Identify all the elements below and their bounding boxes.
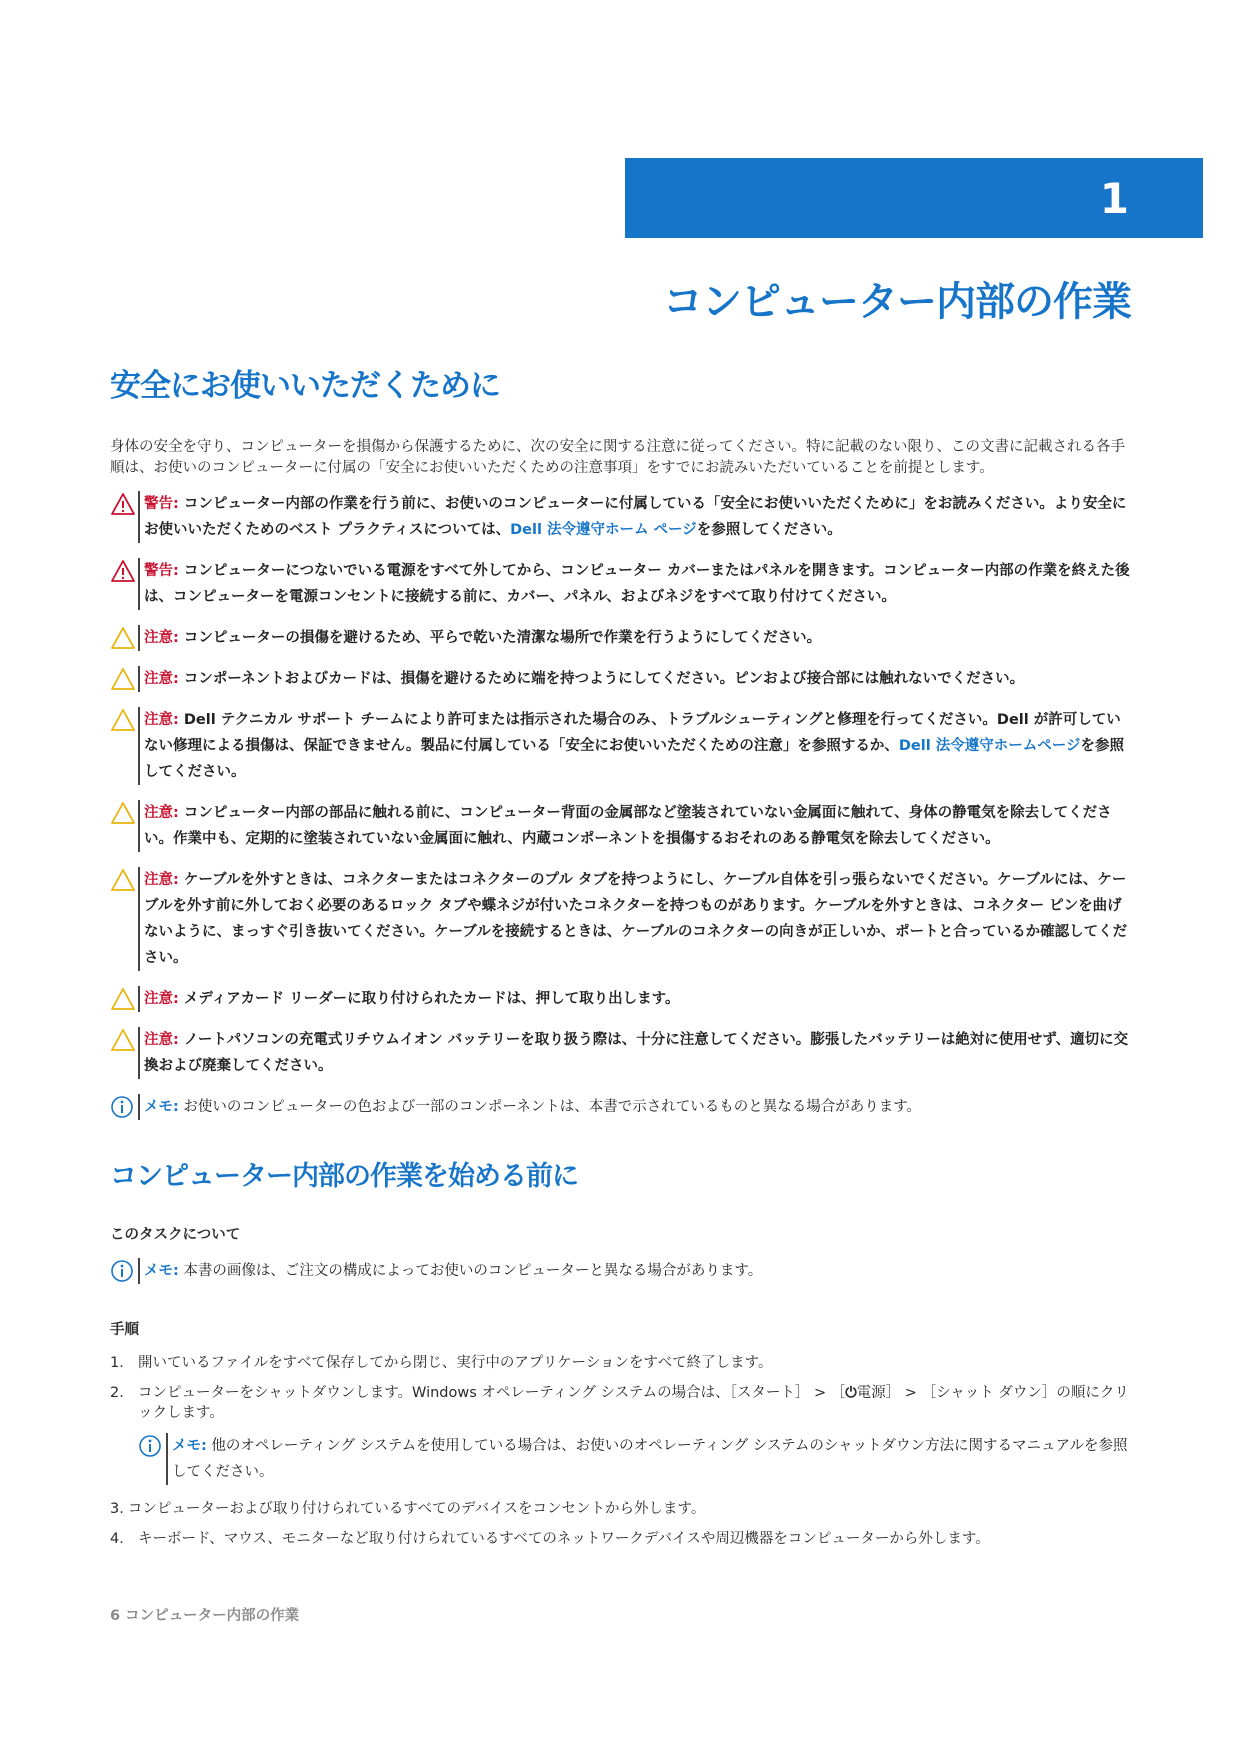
step-1 (110, 1353, 1132, 1373)
caution-triangle-icon (110, 800, 138, 826)
note-text: 他のオペレーティング システムを使用している場合は、お使いのオペレーティング システムのシャットダウン方法に関するマニュアルを参照してください。 (172, 1438, 1128, 1480)
note-label: メモ: (144, 1099, 179, 1115)
caution-text: メディアカード リーダーに取り付けられたカードは、押して取り出します。 (178, 991, 680, 1007)
warning-text-after: を参照してください。 (696, 522, 842, 538)
caution-label: 注意: (144, 805, 179, 821)
note-text: 本書の画像は、ご注文の構成によってお使いのコンピューターと異なる場合があります。 (178, 1263, 763, 1279)
warning-label: 警告: (144, 563, 179, 579)
step-number: 1. (110, 1355, 124, 1371)
caution-triangle-icon (110, 986, 138, 1012)
caution-text-after: を参照してください。 (144, 738, 1124, 780)
warning-text: コンピューター内部の作業を行う前に、お使いのコンピューターに付属している「安全にお使いいただくために」をお読みください。より安全にお使いいただくためのベスト プラクティスについては、 (144, 496, 1127, 538)
steps-list (110, 1353, 1132, 1423)
section-before-work-title: コンピューター内部の作業を始める前に (110, 1161, 578, 1192)
steps-heading: 手順 (110, 1322, 139, 1338)
caution-label: 注意: (144, 872, 179, 888)
note-label: メモ: (144, 1263, 179, 1279)
chapter-number-band (625, 158, 1203, 238)
step-text-after: 電源］ > ［シャット ダウン］の順にクリックします。 (138, 1385, 1129, 1421)
dell-regulatory-compliance-link[interactable]: Dell 法令遵守ホーム ページ (510, 522, 697, 538)
note-notice (110, 1094, 1132, 1120)
caution-notice (110, 1027, 1132, 1079)
caution-text: Dell テクニカル サポート チームにより許可または指示された場合のみ、トラブルシューティングと修理を行ってください。Dell が許可していない修理による損傷は、保証できません。製品に付属している「安全にお使いいただくための注意」を参照するか、 (144, 712, 1121, 754)
chapter-number: 1 (1099, 174, 1129, 223)
caution-text: ノートパソコンの充電式リチウムイオン バッテリーを取り扱う際は、十分に注意してください。膨張したバッテリーは絶対に使用せず、適切に交換および廃棄してください。 (144, 1032, 1129, 1074)
caution-triangle-icon (110, 867, 138, 893)
footer-page-number: 6 (110, 1608, 121, 1624)
caution-text: コンピューターの損傷を避けるため、平らで乾いた清潔な場所で作業を行うようにしてください。 (178, 630, 822, 646)
note-text: お使いのコンピューターの色および一部のコンポーネントは、本書で示されているものと異なる場合があります。 (178, 1099, 922, 1115)
caution-notice (110, 986, 1132, 1012)
warning-triangle-icon (110, 558, 138, 584)
dell-regulatory-compliance-link[interactable]: Dell 法令遵守ホームページ (898, 738, 1081, 754)
caution-triangle-icon (110, 1027, 138, 1053)
section-safety-title: 安全にお使いいただくために (110, 368, 500, 404)
caution-notice (110, 800, 1132, 852)
step-text-before: コンピューターをシャットダウンします。Windows オペレーティング システムの場合は、［スタート］ > ［ (138, 1385, 846, 1401)
caution-label: 注意: (144, 671, 179, 687)
caution-text: ケーブルを外すときは、コネクターまたはコネクターのプル タブを持つようにし、ケーブル自体を引っ張らないでください。ケーブルには、ケーブルを外す前に外しておく必要のあるロック タブや蝶ネジが付いたコネクターを持つものがあります。ケーブルを外すときは、コネクター ピンを曲げないように、まっすぐ引き抜いてください。ケーブルを接続するときは、ケーブルのコネクターの向きが正しいか、ポートと合っているか確認してください。 (144, 872, 1128, 966)
about-task-note (110, 1258, 1132, 1284)
power-icon: ⏻ (845, 1385, 857, 1401)
page-content (110, 360, 1132, 1559)
steps-list-continued (110, 1499, 1132, 1549)
step-number: 2. (110, 1385, 124, 1401)
info-circle-icon (110, 1094, 138, 1120)
caution-triangle-icon (110, 625, 138, 651)
step-text: キーボード、マウス、モニターなど取り付けられているすべてのネットワークデバイスや周辺機器をコンピューターから外します。 (138, 1531, 990, 1547)
info-circle-icon (110, 1258, 138, 1284)
footer-chapter-title: コンピューター内部の作業 (125, 1608, 300, 1624)
caution-text: コンピューター内部の部品に触れる前に、コンピューター背面の金属部など塗装されていない金属面に触れて、身体の静電気を除去してください。作業中も、定期的に塗装されていない金属面に触れ、内蔵コンポーネントを損傷するおそれのある静電気を除去してください。 (144, 805, 1112, 847)
caution-triangle-icon (110, 707, 138, 733)
warning-label: 警告: (144, 496, 179, 512)
caution-notice (110, 666, 1132, 692)
about-task-heading: このタスクについて (110, 1227, 241, 1243)
warning-text: コンピューターにつないでいる電源をすべて外してから、コンピューター カバーまたはパネルを開きます。コンピューター内部の作業を終えた後は、コンピューターを電源コンセントに接続する前に、カバー、パネル、およびネジをすべて取り付けてください。 (144, 563, 1130, 605)
caution-label: 注意: (144, 630, 179, 646)
caution-text: コンポーネントおよびカードは、損傷を避けるために端を持つようにしてください。ピンおよび接合部には触れないでください。 (178, 671, 1025, 687)
step-2-note (138, 1433, 1132, 1485)
caution-notice (110, 625, 1132, 651)
warning-notice (110, 558, 1132, 610)
note-label: メモ: (172, 1438, 207, 1454)
caution-notice (110, 707, 1132, 785)
safety-notices (110, 491, 1132, 1120)
step-2 (110, 1383, 1132, 1423)
page-footer (110, 1604, 299, 1625)
chapter-title: コンピューター内部の作業 (663, 279, 1131, 325)
caution-label: 注意: (144, 712, 179, 728)
caution-triangle-icon (110, 666, 138, 692)
warning-notice (110, 491, 1132, 543)
step-3 (110, 1499, 1132, 1519)
info-circle-icon (138, 1433, 166, 1459)
caution-notice (110, 867, 1132, 971)
step-text: コンピューターおよび取り付けられているすべてのデバイスをコンセントから外します。 (127, 1501, 706, 1517)
step-text: 開いているファイルをすべて保存してから閉じ、実行中のアプリケーションをすべて終了します。 (138, 1355, 773, 1371)
step-4 (110, 1529, 1132, 1549)
caution-label: 注意: (144, 991, 179, 1007)
caution-label: 注意: (144, 1032, 179, 1048)
step-number: 3. (110, 1501, 124, 1517)
safety-intro: 身体の安全を守り、コンピューターを損傷から保護するために、次の安全に関する注意に従ってください。特に記載のない限り、この文書に記載される各手順は、お使いのコンピューターに付属の「安全にお使いいただくための注意事項」をすでにお読みいただいていることを前提とします。 (110, 439, 1125, 476)
warning-triangle-icon (110, 491, 138, 517)
step-number: 4. (110, 1531, 124, 1547)
